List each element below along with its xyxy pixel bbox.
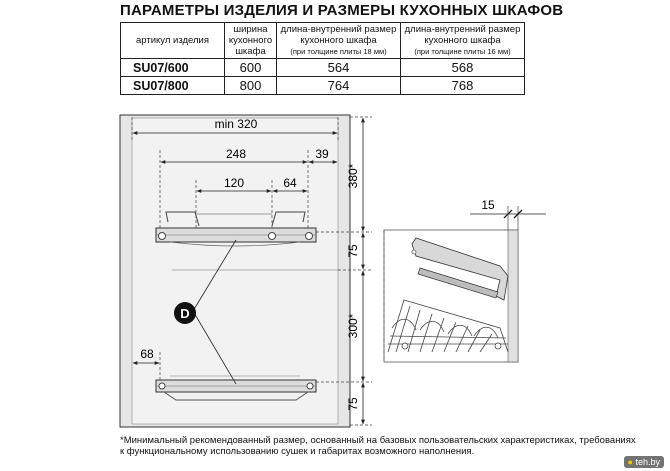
- page-title: ПАРАМЕТРЫ ИЗДЕЛИЯ И РАЗМЕРЫ КУХОННЫХ ШКАФОВ: [120, 2, 564, 19]
- watermark: [624, 456, 664, 468]
- label-68: 68: [140, 347, 154, 361]
- footnote: *Минимальный рекомендованный размер, основанный на базовых пользовательских характеристиках, требованиях к функциональному использованию сушек и габаритах возможного наполнения.: [120, 435, 636, 457]
- width-cell: 800: [225, 77, 277, 95]
- watermark-logo-icon: ●: [627, 457, 633, 467]
- label-248: 248: [225, 147, 247, 161]
- width-cell: 600: [225, 59, 277, 77]
- label-380: 380*: [346, 163, 360, 189]
- length16-cell: 768: [401, 77, 525, 95]
- header-width: ширина кухонного шкафа: [225, 23, 277, 59]
- label-120: 120: [223, 176, 245, 190]
- detail-view: [384, 230, 518, 362]
- length18-cell: 564: [277, 59, 401, 77]
- label-min-width: min 320: [214, 117, 258, 131]
- label-64: 64: [283, 176, 297, 190]
- label-300: 300*: [346, 313, 360, 339]
- article-cell: SU07/800: [121, 77, 225, 95]
- header-length-18: длина-внутренний размер кухонного шкафа (при толщине плиты 18 мм): [277, 23, 401, 59]
- header-article: артикул изделия: [121, 23, 225, 59]
- length16-cell: 568: [401, 59, 525, 77]
- article-cell: SU07/600: [121, 59, 225, 77]
- marker-d-label: D: [180, 306, 190, 321]
- label-75-top: 75: [346, 244, 360, 258]
- watermark-text: teh.by: [635, 457, 660, 467]
- label-15: 15: [481, 198, 495, 212]
- label-75-bottom: 75: [346, 397, 360, 411]
- label-39: 39: [315, 147, 329, 161]
- length18-cell: 764: [277, 77, 401, 95]
- dimension-15: [470, 198, 546, 230]
- header-length-16: длина-внутренний размер кухонного шкафа (при толщине плиты 16 мм): [401, 23, 525, 59]
